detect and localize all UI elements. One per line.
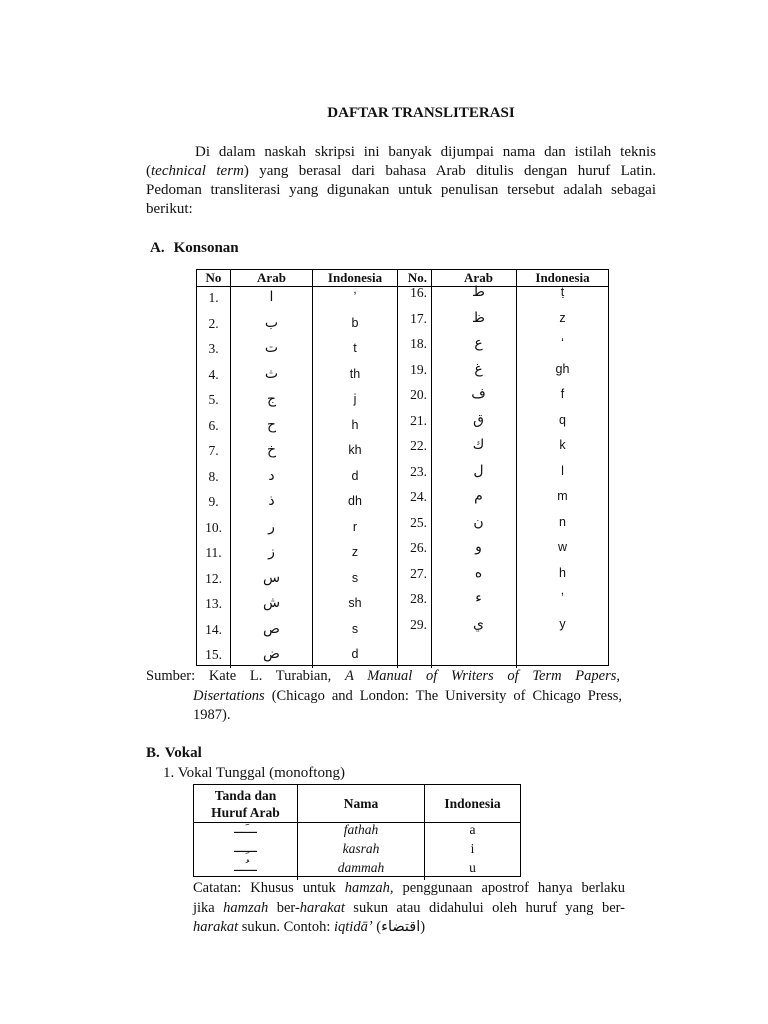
consonant-number: 12. [205,570,222,586]
section-label: B. [146,745,160,761]
page-title: DAFTAR TRANSLITERASI [327,105,515,121]
table-body [197,284,608,665]
consonant-number: 5. [208,392,219,407]
intro-paragraph [146,143,656,219]
consonant-arabic-letter: و [475,539,482,555]
table-header-row [194,785,520,823]
section-b-heading [146,744,202,763]
consonant-latin: z [559,310,566,325]
consonant-latin: th [349,366,361,381]
section-title: Konsonan [173,240,239,256]
consonant-latin: h [351,417,359,432]
vowel-mark: ـــُـــ [234,860,257,875]
consonant-number: 25. [410,514,427,530]
column-number-right [398,287,432,668]
consonant-table [196,269,609,666]
consonant-arabic-letter: ز [268,544,275,560]
header-no-right: No. [398,270,432,286]
note-text: sukun atau didahului oleh huruf yang ber- [344,899,625,916]
header-name [298,785,425,822]
consonant-arabic-letter: ب [264,314,279,331]
consonant-number: 19. [410,361,427,377]
consonant-latin: b [351,315,359,330]
consonant-latin: kh [348,443,362,457]
vowel-name: dammah [337,860,385,875]
source-text: Sumber: Kate L. Turabian, [146,668,345,684]
note-paragraph [193,879,625,938]
consonant-latin: sh [348,596,362,610]
note-arabic-example: (اقتضاء) [372,919,426,935]
intro-text: ( [146,163,151,179]
vowel-mark: ـــَـــ [234,822,257,837]
vowel-mark: ـــِـــ [234,841,257,856]
consonant-latin: h [559,565,566,580]
consonant-latin: s [351,570,359,585]
consonant-number: 20. [410,387,427,402]
consonant-arabic-letter: ا [269,289,274,305]
vowel-latin: a [469,822,476,837]
consonant-number: 11. [205,545,222,560]
section-title: Vokal [164,745,202,761]
consonant-arabic-letter: ل [473,462,484,479]
consonant-number: 24. [410,489,427,504]
header-name-text: Nama [343,796,379,811]
consonant-arabic-letter: م [474,488,483,504]
note-text: Catatan: Khusus untuk [193,880,345,896]
column-name [298,823,425,880]
source-book-title: Disertations [193,687,265,704]
consonant-number: 26. [410,540,427,555]
intro-italic-term: technical term [151,163,244,179]
consonant-latin: r [352,519,358,534]
header-indonesia [425,785,520,822]
consonant-latin: f [560,387,565,401]
consonant-latin: dh [348,494,362,508]
column-latin [313,287,398,668]
subsection-heading: 1. Vokal Tunggal (monoftong) [163,765,345,781]
intro-line: Pedoman transliterasi yang digunakan untuk penulisan tersebut adalah sebagai [146,182,656,198]
intro-line: Di dalam naskah skripsi ini banyak dijumpai nama dan istilah teknis [195,144,656,160]
consonant-latin: l [561,463,564,478]
note-italic: harakat [299,899,345,916]
consonant-latin: gh [555,361,570,376]
consonant-number: 28. [410,591,427,606]
header-arab: Arab [231,270,313,286]
consonant-number: 13. [205,596,222,611]
consonant-latin: s [351,621,359,636]
note-text: sukun. Contoh: [238,919,334,935]
consonant-number: 7. [208,443,219,458]
note-italic: hamzah, [344,880,394,896]
consonant-number: 3. [208,341,219,356]
note-line [193,899,625,919]
consonant-arabic-letter: ه [474,564,483,581]
consonant-number: 27. [410,565,427,581]
header-mark-line: Huruf Arab [211,804,280,820]
source-line [193,687,622,707]
intro-line [146,162,656,181]
column-mark [194,823,298,880]
consonant-number: 2. [208,315,219,331]
consonant-latin: q [559,412,566,427]
note-text: ber- [268,899,300,916]
consonant-number: 10. [205,519,222,535]
intro-text: ) yang berasal dari bahasa Arab ditulis dengan huruf Latin. [243,163,656,179]
vowel-name: kasrah [342,841,380,856]
consonant-latin: ʼ [353,290,357,304]
consonant-latin: y [559,616,566,631]
column-arabic [231,287,313,668]
consonant-number: 23. [410,463,427,479]
source-line: 1987). [193,707,231,723]
note-text: penggunaan apostrof hanya berlaku [393,880,625,896]
header-mark [194,785,298,822]
consonant-number: 21. [410,412,427,428]
consonant-arabic-letter: ض [263,646,280,662]
consonant-arabic-letter: ن [473,513,484,530]
consonant-number: 29. [410,616,427,632]
consonant-arabic-letter: ط [472,284,485,300]
consonant-latin: m [557,489,568,503]
consonant-number: 4. [208,366,219,382]
consonant-arabic-letter: ذ [268,493,275,509]
consonant-number: 9. [208,494,219,509]
consonant-number: 18. [410,336,427,351]
column-latin [425,823,520,880]
consonant-number: 14. [205,621,222,637]
consonant-latin: ṭ [560,285,565,299]
column-latin-right [517,287,608,668]
column-number [197,287,231,668]
consonant-latin: j [353,392,357,406]
note-italic: hamzah [223,899,269,916]
consonant-arabic-letter: ش [262,595,281,611]
consonant-arabic-letter: ث [264,365,279,382]
consonant-number: 8. [208,468,219,484]
consonant-arabic-letter: ص [263,620,280,637]
consonant-number: 17. [410,310,427,326]
note-italic: iqtidāʼ [333,919,373,935]
consonant-arabic-letter: ك [472,437,485,453]
vowel-latin: i [470,841,475,856]
header-mark-line: Tanda dan [214,787,277,803]
vowel-table [193,784,521,877]
section-a-heading [150,239,239,258]
consonant-latin: d [351,647,359,661]
consonant-arabic-letter: ظ [472,309,485,326]
consonant-latin: k [559,438,566,452]
consonant-arabic-letter: خ [266,442,277,458]
consonant-number: 1. [208,290,219,305]
consonant-latin: n [559,514,566,529]
consonant-arabic-letter: غ [474,360,483,377]
consonant-number: 22. [410,438,427,453]
header-indonesia: Indonesia [313,270,398,286]
source-line [146,667,620,687]
vowel-latin: u [469,860,476,875]
header-no: No [197,270,231,286]
consonant-latin: z [351,545,359,559]
consonant-arabic-letter: ي [473,615,484,632]
consonant-arabic-letter: ت [264,340,279,356]
consonant-latin: t [353,341,357,355]
note-line [193,879,625,899]
header-arab-right: Arab [432,270,517,286]
note-text: jika [193,899,224,916]
consonant-arabic-letter: ح [266,416,277,433]
source-book-title: A Manual of Writers of Term Papers, [344,668,620,684]
section-label: A. [150,240,165,256]
table-body [194,823,520,876]
consonant-arabic-letter: ف [471,386,486,402]
consonant-latin: ‘ [561,336,564,350]
consonant-arabic-letter: ق [473,411,484,428]
consonant-arabic-letter: د [268,467,275,484]
header-indonesia-right: Indonesia [535,270,590,285]
consonant-arabic-letter: ء [475,590,482,606]
source-text: (Chicago and London: The University of Chicago Press, [264,687,622,704]
consonant-latin: ʼ [561,591,564,605]
consonant-arabic-letter: س [262,569,281,586]
source-citation [146,667,622,726]
consonant-number: 16. [410,285,427,300]
column-arabic-right [432,284,517,668]
intro-line: berikut: [146,201,193,217]
vowel-name: fathah [343,822,379,837]
consonant-number: 15. [205,647,222,662]
note-line [193,918,625,938]
consonant-latin: w [557,540,568,554]
consonant-arabic-letter: ر [268,518,275,535]
consonant-latin: d [351,468,359,483]
consonant-arabic-letter: ج [266,391,277,407]
consonant-arabic-letter: ع [474,335,483,351]
note-italic: harakat [193,919,239,935]
consonant-number: 6. [208,417,219,433]
header-indonesia-text: Indonesia [444,796,501,811]
